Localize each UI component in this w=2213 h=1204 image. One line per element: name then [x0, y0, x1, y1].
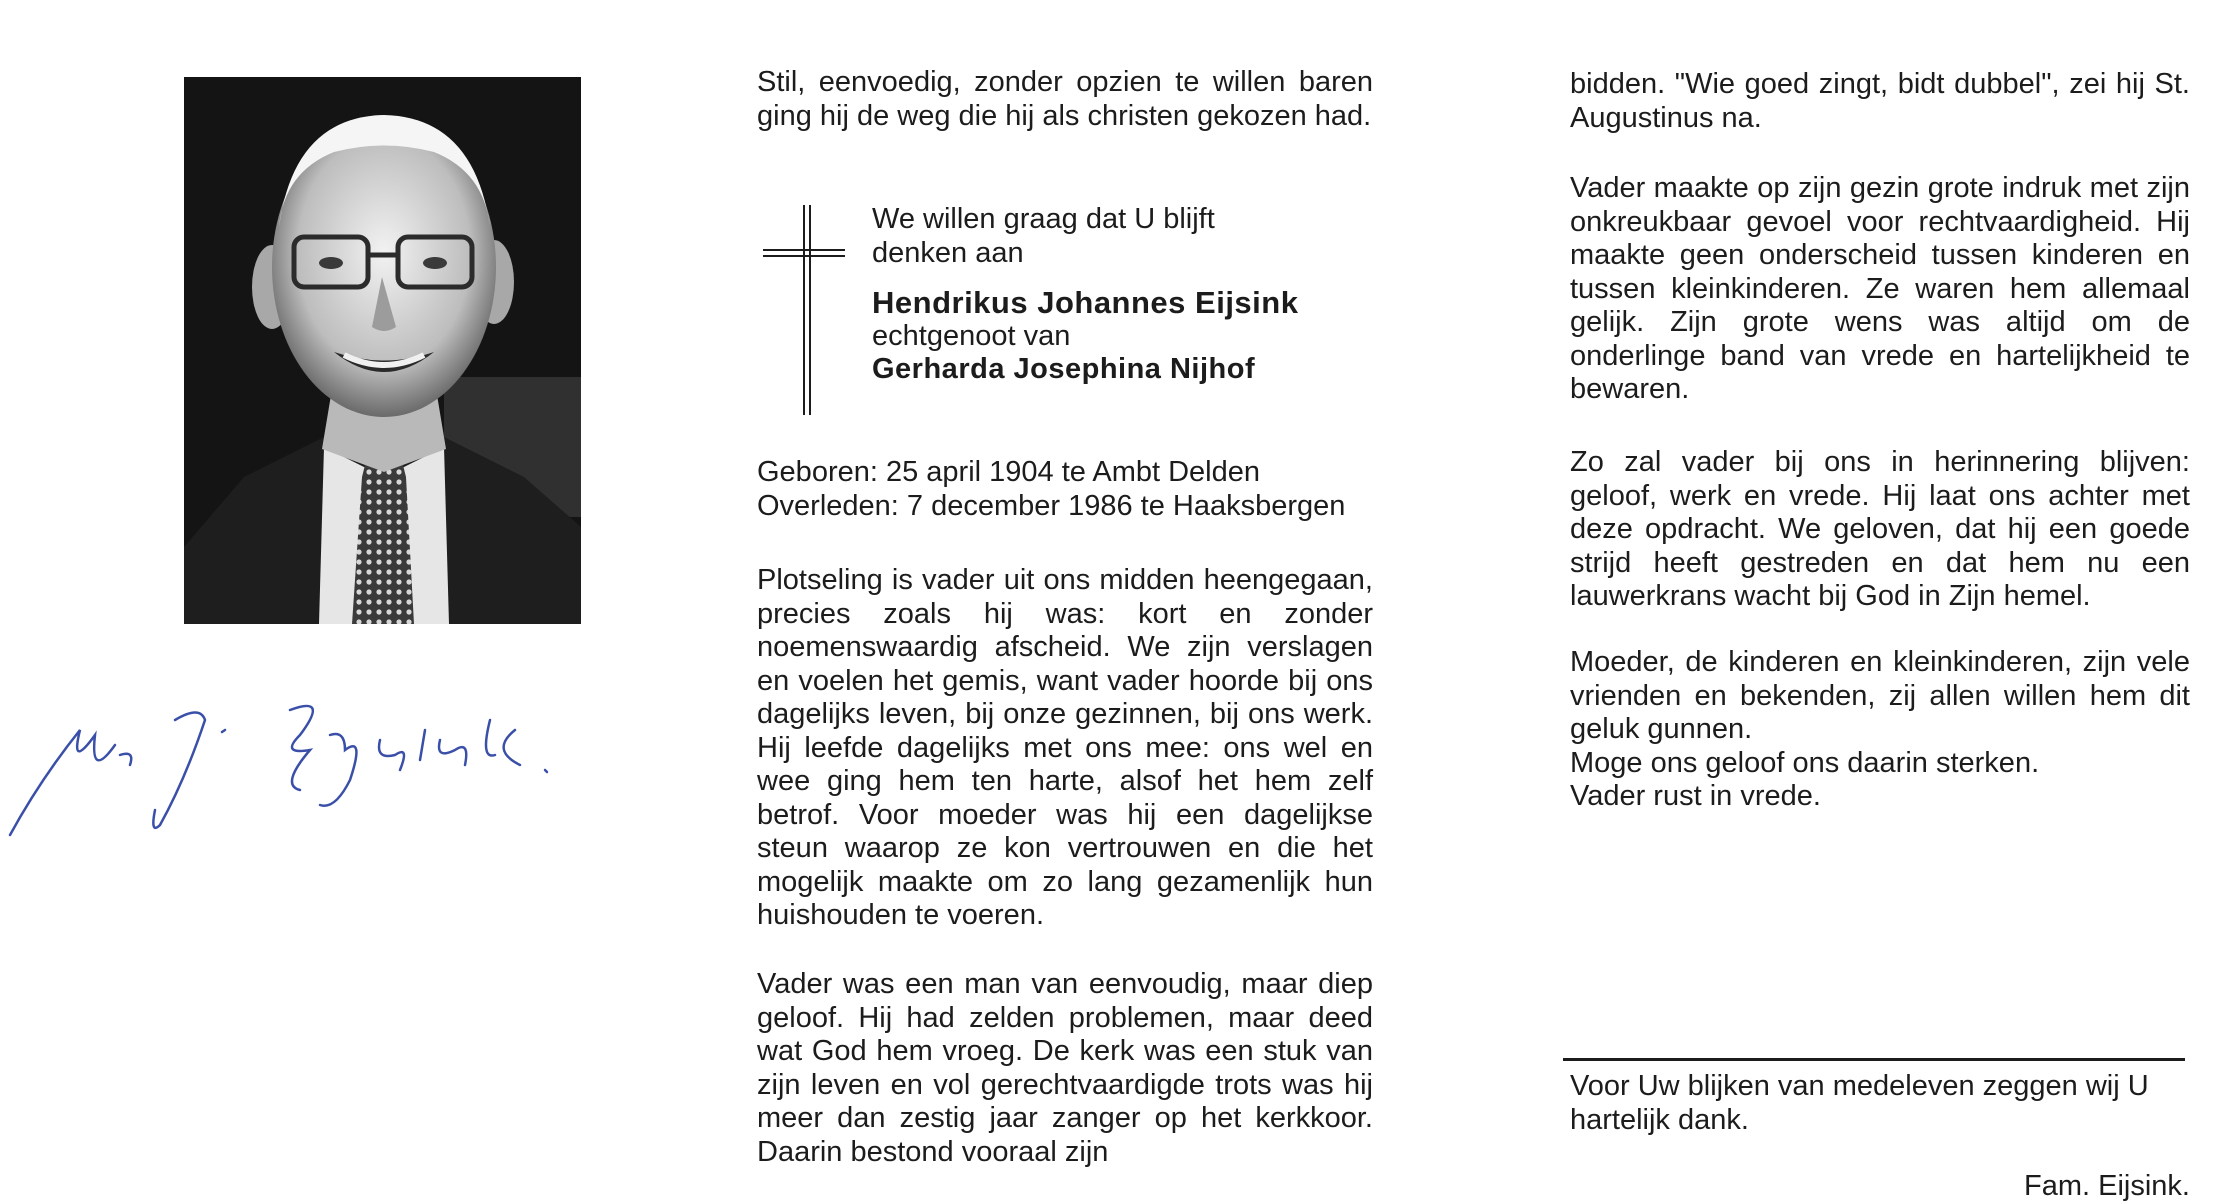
signature-text: H. J. Eysink. — [0, 660, 6, 661]
remember-line-2: denken aan — [872, 236, 1024, 269]
birth-line: Geboren: 25 april 1904 te Ambt Delden — [757, 456, 1260, 488]
thanks-block — [1570, 1070, 2190, 1204]
spouse-label: echtgenoot van — [872, 319, 1071, 352]
intro-text: Stil, eenvoedig, zonder opzien te willen baren ging hij de weg die hij als christen gekozen had. — [757, 66, 1373, 132]
deceased-name: Hendrikus Johannes Eijsink — [872, 285, 1299, 320]
col3-paragraph-1-text: bidden. "Wie goed zingt, bidt dubbel", zei hij St. Augustinus na. — [1570, 68, 2190, 134]
remembrance-block — [872, 203, 1392, 387]
thanks-text: Voor Uw blijken van medeleven zeggen wij U hartelijk dank. — [1570, 1070, 2149, 1136]
col3-paragraph-4b-text: Moge ons geloof ons daarin sterken. — [1570, 746, 2040, 779]
paragraph-2 — [757, 968, 1373, 1169]
paragraph-1 — [757, 564, 1373, 933]
death-line: Overleden: 7 december 1986 te Haaksbergen — [757, 489, 1346, 522]
col3-paragraph-4a-text: Moeder, de kinderen en kleinkinderen, zijn vele vrienden en bekenden, zij allen willen hem dit geluk gunnen. — [1570, 646, 2190, 745]
col3-paragraph-2 — [1570, 172, 2190, 407]
paragraph-2-text: Vader was een man van eenvoudig, maar diep geloof. Hij had zelden problemen, maar deed wat God hem vroeg. De kerk was een stuk van zijn leven en vol gerechtvaardigde trots was hij meer dan zestig jaar zanger op het kerkkoor. Daarin bestond vooraal zijn — [757, 968, 1373, 1168]
signature — [0, 660, 640, 860]
cross-symbol — [763, 205, 845, 415]
paragraph-1-text: Plotseling is vader uit ons midden heengegaan, precies zoals hij was: kort en zonder noemenswaardig afscheid. We zijn verslagen en voelen het gemis, want vader hoorde bij ons dagelijks leven, bij onze gezinnen, bij ons werk. Hij leefde dagelijks met ons mee: ons wel en wee ging hem ten harte, alsof het hem zelf betrof. Voor moeder was hij een dagelijkse steun waarop ze kon vertrouwen en die het mogelijk maakte om zo lang gezamenlijk hun huishouden te voeren. — [757, 564, 1373, 931]
portrait-photo — [184, 77, 581, 624]
col3-paragraph-4 — [1570, 646, 2190, 814]
divider-line — [1563, 1058, 2185, 1061]
dates-block — [757, 456, 1373, 523]
col3-paragraph-4c-text: Vader rust in vrede. — [1570, 780, 1821, 812]
portrait-illustration — [184, 77, 581, 624]
intro-paragraph — [757, 66, 1373, 133]
remember-line-1: We willen graag dat U blijft — [872, 203, 1215, 235]
family-signoff: Fam. Eijsink. — [2024, 1170, 2190, 1202]
spouse-name: Gerharda Josephina Nijhof — [872, 353, 1256, 385]
col3-paragraph-3 — [1570, 446, 2190, 614]
col3-paragraph-3-text: Zo zal vader bij ons in herinnering blijven: geloof, werk en vrede. Hij laat ons achter met deze opdracht. We geloven, dat hij een goede strijd heeft gestreden en dat hem nu een lauwerkrans wacht bij God in Zijn hemel. — [1570, 446, 2190, 612]
col3-paragraph-1 — [1570, 68, 2190, 135]
col3-paragraph-2-text: Vader maakte op zijn gezin grote indruk met zijn onkreukbaar gevoel voor rechtvaardigheid. Hij maakte geen onderscheid tussen kinderen en tussen kleinkinderen. Ze waren hem allemaal gelijk. Zijn grote wens was altijd om de onderlinge band van vrede en hartelijkheid te bewaren. — [1570, 172, 2190, 405]
